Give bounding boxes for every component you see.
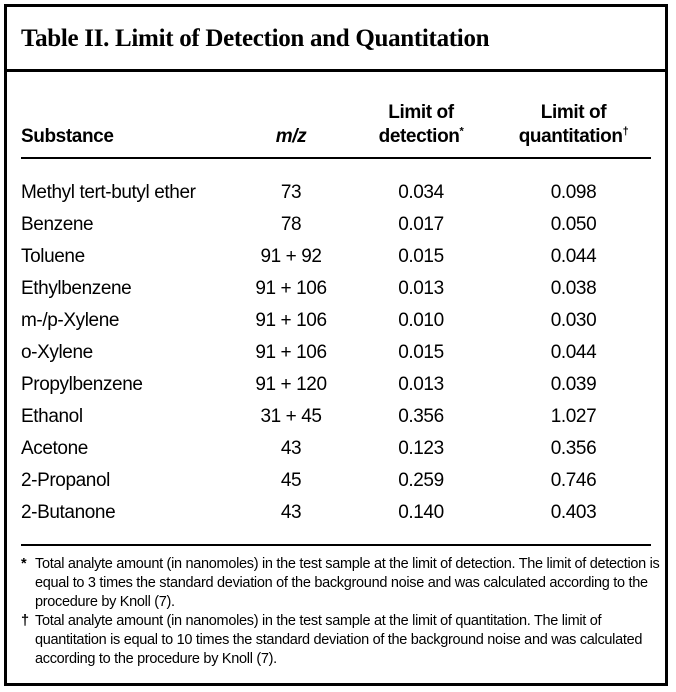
table-row <box>21 177 651 209</box>
table-frame <box>4 4 668 686</box>
cell-loq: 0.039 <box>550 374 597 395</box>
cell-substance: Benzene <box>21 214 94 235</box>
cell-lod: 0.356 <box>398 406 444 427</box>
cell-substance: Ethylbenzene <box>21 278 132 299</box>
cell-mz: 78 <box>280 214 302 235</box>
cell-mz: 43 <box>280 438 302 459</box>
cell-substance: 2-Butanone <box>21 502 116 523</box>
table-bottom-divider <box>21 544 651 546</box>
cell-substance: o-Xylene <box>21 342 93 363</box>
table-row <box>21 497 651 529</box>
cell-lod: 0.034 <box>398 182 444 203</box>
cell-lod: 0.017 <box>398 214 444 235</box>
cell-substance: Acetone <box>21 438 88 459</box>
cell-substance: m-/p-Xylene <box>21 310 120 331</box>
footnote-text: Total analyte amount (in nanomoles) in the test sample at the limit of quantitation. The limit of quantitation is equal to 10 times the standard deviation of the background noise and was calculated according to the procedure by Knoll (7). <box>35 613 643 667</box>
footnote-mark: † <box>21 613 29 629</box>
footnote-detection <box>21 555 661 612</box>
cell-substance: Ethanol <box>21 406 83 427</box>
table-row <box>21 465 651 497</box>
header-loq: Limit of quantitation† <box>496 85 651 158</box>
cell-lod: 0.123 <box>398 438 444 459</box>
cell-substance: Toluene <box>21 246 85 267</box>
cell-mz: 31 + 45 <box>260 406 322 427</box>
header-substance: Substance <box>21 85 236 158</box>
table-title: Table II. Limit of Detection and Quantitation <box>21 25 490 52</box>
table-row <box>21 273 651 305</box>
cell-lod: 0.010 <box>398 310 444 331</box>
cell-mz: 91 + 106 <box>255 310 327 331</box>
header-row <box>21 85 651 158</box>
table-row <box>21 433 651 465</box>
table-row <box>21 305 651 337</box>
table-row <box>21 209 651 241</box>
header-mz: m/z <box>236 85 346 158</box>
cell-lod: 0.015 <box>398 342 444 363</box>
footnote-quantitation <box>21 612 661 669</box>
footnotes <box>21 555 661 669</box>
table-row <box>21 337 651 369</box>
cell-mz: 91 + 106 <box>255 342 327 363</box>
cell-lod: 0.013 <box>398 374 444 395</box>
cell-mz: 91 + 92 <box>260 246 322 267</box>
cell-loq: 0.038 <box>550 278 597 299</box>
cell-loq: 0.044 <box>550 246 597 267</box>
cell-loq: 0.098 <box>550 182 597 203</box>
cell-mz: 43 <box>280 502 302 523</box>
cell-loq: 0.044 <box>550 342 597 363</box>
cell-loq: 1.027 <box>550 406 597 427</box>
table-row <box>21 241 651 273</box>
cell-substance: Propylbenzene <box>21 374 143 395</box>
cell-lod: 0.140 <box>398 502 444 523</box>
cell-lod: 0.015 <box>398 246 444 267</box>
cell-mz: 91 + 106 <box>255 278 327 299</box>
cell-mz: 91 + 120 <box>255 374 327 395</box>
data-table <box>21 85 651 529</box>
cell-mz: 73 <box>280 182 302 203</box>
footnote-mark: * <box>21 556 27 572</box>
cell-loq: 0.356 <box>550 438 597 459</box>
cell-substance: Methyl tert-butyl ether <box>21 182 196 203</box>
cell-mz: 45 <box>280 470 302 491</box>
header-lod: Limit of detection* <box>346 85 496 158</box>
cell-loq: 0.050 <box>550 214 597 235</box>
table-row <box>21 401 651 433</box>
table-row <box>21 369 651 401</box>
cell-loq: 0.746 <box>550 470 597 491</box>
cell-loq: 0.030 <box>550 310 597 331</box>
cell-loq: 0.403 <box>550 502 597 523</box>
cell-substance: 2-Propanol <box>21 470 110 491</box>
title-divider <box>7 69 665 72</box>
cell-lod: 0.013 <box>398 278 444 299</box>
cell-lod: 0.259 <box>398 470 444 491</box>
footnote-text: Total analyte amount (in nanomoles) in the test sample at the limit of detection. The limit of detection is equal to 3 times the standard deviation of the background noise and was calculated according to the procedure by Knoll (7). <box>35 556 660 610</box>
